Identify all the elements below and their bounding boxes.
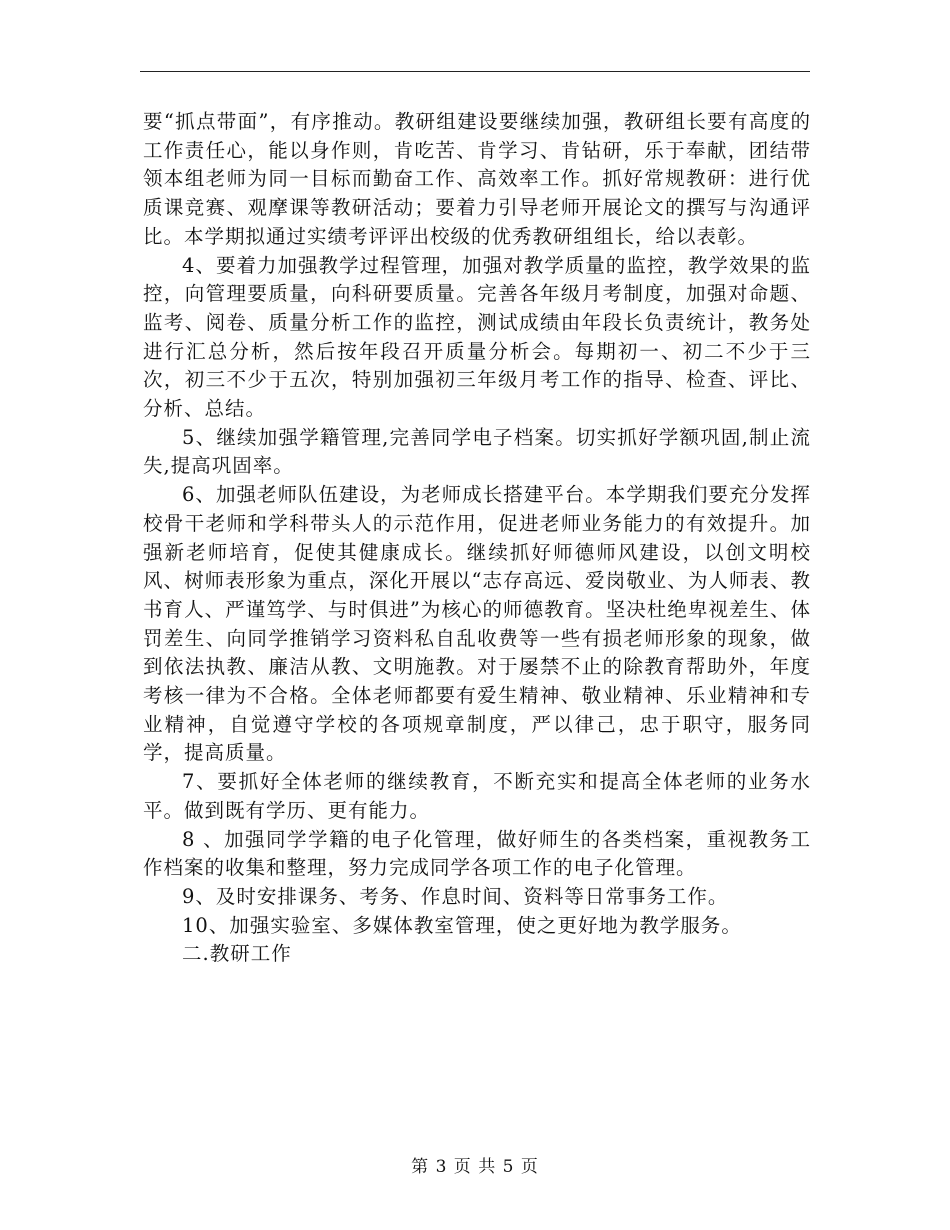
paragraph-continued: 要“抓点带面”，有序推动。教研组建设要继续加强，教研组长要有高度的工作责任心，能以身作则，肯吃苦、肯学习、肯钻研，乐于奉献，团结带领本组老师为同一目标而勤奋工作、高效率工作。抓好常规教研：进行优质课竞赛、观摩课等教研活动；要着力引导老师开展论文的撰写与沟通评比。本学期拟通过实绩考评评出校级的优秀教研组组长，给以表彰。 bbox=[143, 110, 811, 248]
paragraph-item-6: 6、加强老师队伍建设，为老师成长搭建平台。本学期我们要充分发挥校骨干老师和学科带头人的示范作用，促进老师业务能力的有效提升。加强新老师培育，促使其健康成长。继续抓好师德师风建设，以创文明校风、树师表形象为重点，深化开展以“志存高远、爱岗敬业、为人师表、教书育人、严谨笃学、与时俱进”为核心的师德教育。坚决杜绝卑视差生、体罚差生、向同学推销学习资料私自乱收费等一些有损老师形象的现象，做到依法执教、廉洁从教、文明施教。对于屡禁不止的除教育帮助外，年度考核一律为不合格。全体老师都要有爱生精神、敬业精神、乐业精神和专业精神，自觉遵守学校的各项规章制度，严以律己，忠于职守，服务同学，提高质量。 bbox=[143, 483, 811, 765]
paragraph-item-5: 5、继续加强学籍管理,完善同学电子档案。切实抓好学额巩固,制止流失,提高巩固率。 bbox=[143, 425, 811, 478]
paragraph-item-4: 4、要着力加强教学过程管理，加强对教学质量的监控，教学效果的监控，向管理要质量，向科研要质量。完善各年级月考制度，加强对命题、监考、阅卷、质量分析工作的监控，测试成绩由年段长负责统计，教务处进行汇总分析，然后按年段召开质量分析会。每期初一、初二不少于三次，初三不少于五次，特别加强初三年级月考工作的指导、检查、评比、分析、总结。 bbox=[143, 253, 811, 421]
document-body bbox=[143, 108, 811, 969]
paragraph-item-7: 7、要抓好全体老师的继续教育，不断充实和提高全体老师的业务水平。做到既有学历、更有能力。 bbox=[143, 770, 811, 822]
paragraph-item-10: 10、加强实验室、多媒体教室管理，使之更好地为教学服务。 bbox=[182, 913, 742, 937]
page-number: 第 3 页 共 5 页 bbox=[411, 1157, 539, 1177]
section-heading: 二.教研工作 bbox=[182, 942, 292, 966]
paragraph-item-8: 8 、加强同学学籍的电子化管理，做好师生的各类档案，重视教务工作档案的收集和整理，努力完成同学各项工作的电子化管理。 bbox=[143, 827, 811, 880]
header-rule bbox=[140, 71, 810, 72]
paragraph-item-9: 9、及时安排课务、考务、作息时间、资料等日常事务工作。 bbox=[182, 884, 729, 908]
